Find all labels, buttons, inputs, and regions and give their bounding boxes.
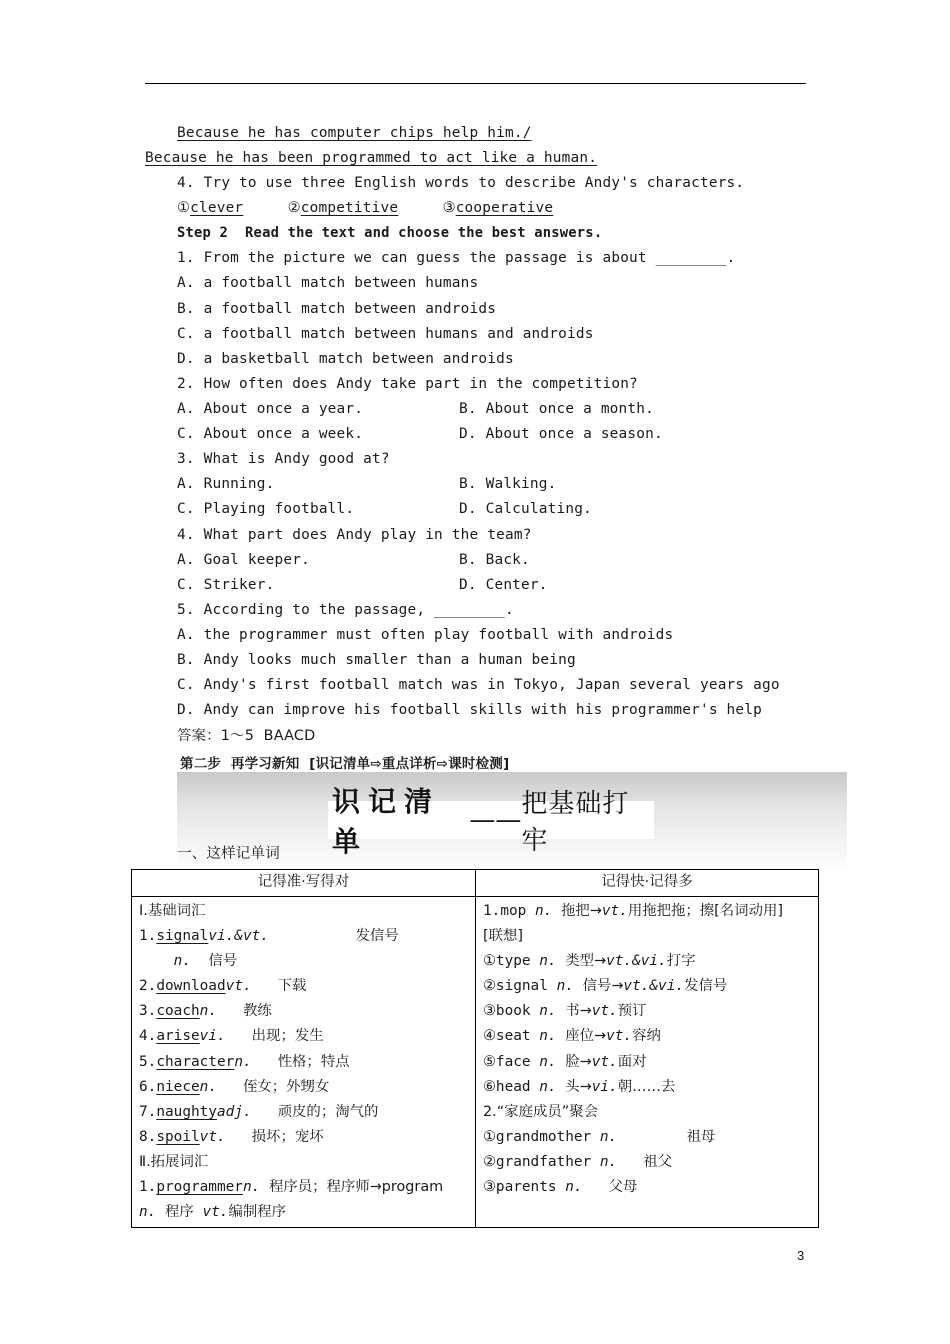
pos: n. bbox=[242, 1179, 261, 1196]
answer-line-2: Because he has been programmed to act like a human. bbox=[145, 150, 598, 166]
extended-vocab-heading: Ⅱ.拓展词汇 bbox=[139, 1153, 209, 1170]
definition: 容纳 bbox=[632, 1028, 661, 1045]
word: ②grandfather bbox=[483, 1153, 600, 1170]
definition: 损坏；宠坏 bbox=[251, 1128, 324, 1145]
num: 5. bbox=[139, 1053, 157, 1070]
num: 6. bbox=[139, 1078, 157, 1095]
pos: n. bbox=[599, 1153, 618, 1170]
book-line bbox=[483, 999, 818, 1024]
pos: n. bbox=[599, 1128, 618, 1145]
header-rule bbox=[145, 83, 806, 84]
table-header-left: 记得准·写得对 bbox=[132, 870, 476, 897]
pos: vi. bbox=[591, 1078, 618, 1095]
pos: n. bbox=[234, 1053, 252, 1070]
banner-title-box bbox=[328, 785, 654, 858]
pos: n. bbox=[565, 1179, 583, 1196]
definition: 信号 bbox=[208, 953, 238, 970]
definition: 类型→ bbox=[565, 953, 607, 970]
definition: 预订 bbox=[617, 1003, 647, 1020]
pos: n. bbox=[539, 1003, 557, 1020]
signal-line bbox=[483, 974, 818, 999]
num: 4. bbox=[139, 1028, 157, 1045]
vocab-row-programmer bbox=[139, 1175, 475, 1200]
question-4: 4. What part does Andy play in the team? bbox=[177, 527, 532, 543]
word: ④seat bbox=[483, 1028, 540, 1045]
pos: vt. bbox=[591, 1003, 618, 1020]
word-spoil: spoil bbox=[156, 1128, 200, 1145]
word-niece: niece bbox=[156, 1078, 200, 1095]
q1-option-b: B. a football match between androids bbox=[177, 301, 497, 317]
q4-option-c: C. Striker. bbox=[177, 577, 275, 593]
q1-option-d: D. a basketball match between androids bbox=[177, 351, 514, 367]
association-label: [联想] bbox=[483, 928, 524, 945]
type-line bbox=[483, 949, 818, 974]
characters-answer-line bbox=[177, 199, 553, 217]
word: 1.mop bbox=[483, 903, 535, 919]
num-3: ③ bbox=[442, 200, 456, 216]
table-cell-left bbox=[132, 897, 476, 1228]
num: 1. bbox=[139, 1179, 157, 1196]
q3-option-d: D. Calculating. bbox=[459, 501, 592, 517]
vocab-row-coach bbox=[139, 999, 475, 1024]
q5-option-b: B. Andy looks much smaller than a human being bbox=[177, 652, 576, 668]
definition: 面对 bbox=[617, 1053, 647, 1070]
question-2: 2. How often does Andy take part in the competition? bbox=[177, 376, 638, 392]
word-competitive: competitive bbox=[300, 200, 399, 216]
pos: vi.&vt. bbox=[208, 928, 269, 945]
head-line bbox=[483, 1075, 818, 1100]
table-cell-right bbox=[476, 897, 819, 1228]
num: 1. bbox=[139, 928, 157, 945]
definition: 父母 bbox=[608, 1179, 638, 1196]
q3-option-a: A. Running. bbox=[177, 476, 275, 492]
answer-key: 答案：1～5 BAACD bbox=[177, 728, 316, 744]
word-character: character bbox=[156, 1053, 235, 1070]
pos: vi. bbox=[199, 1028, 226, 1045]
definition: 头→ bbox=[565, 1078, 592, 1095]
pos: n. bbox=[139, 1204, 157, 1221]
q5-option-a: A. the programmer must often play football with androids bbox=[177, 627, 674, 643]
definition: 祖父 bbox=[643, 1153, 672, 1170]
pos: adj. bbox=[216, 1103, 252, 1120]
grandmother-line bbox=[483, 1125, 818, 1150]
question-3: 3. What is Andy good at? bbox=[177, 451, 390, 467]
definition: 程序 bbox=[165, 1204, 194, 1221]
word-naughty: naughty bbox=[156, 1103, 217, 1120]
q5-option-c: C. Andy's first football match was in Tokyo, Japan several years ago bbox=[177, 677, 780, 693]
section-nav: 第二步 再学习新知 [识记清单⇨重点详析⇨课时检测] bbox=[180, 756, 510, 772]
vocab-row-character bbox=[139, 1050, 475, 1075]
pos: n. bbox=[539, 1028, 557, 1045]
pos: n. bbox=[539, 1053, 557, 1070]
q1-option-c: C. a football match between humans and androids bbox=[177, 326, 594, 342]
pos: vt.&vi. bbox=[623, 978, 685, 995]
num: 2. bbox=[139, 978, 157, 995]
q1-option-a: A. a football match between humans bbox=[177, 275, 479, 291]
step2-heading: Step 2 Read the text and choose the best answers. bbox=[177, 225, 603, 241]
vocab-row-signal-noun bbox=[139, 949, 475, 974]
word: ①type bbox=[483, 953, 540, 970]
q4-option-b: B. Back. bbox=[459, 552, 530, 568]
parents-line bbox=[483, 1175, 818, 1200]
vocab-table bbox=[131, 869, 819, 1228]
definition: 发信号 bbox=[684, 978, 728, 995]
q2-option-a: A. About once a year. bbox=[177, 401, 364, 417]
pos: vt. bbox=[225, 978, 252, 995]
word-cooperative: cooperative bbox=[455, 200, 554, 216]
definition: 编制程序 bbox=[228, 1204, 287, 1221]
num: 8. bbox=[139, 1128, 157, 1145]
definition: 发信号 bbox=[355, 928, 399, 945]
pos: vt. bbox=[199, 1128, 226, 1145]
vocab-row-download bbox=[139, 974, 475, 999]
pos: n. bbox=[539, 953, 557, 970]
definition: 侄女；外甥女 bbox=[242, 1078, 330, 1095]
vocab-row-spoil bbox=[139, 1125, 475, 1150]
word-download: download bbox=[156, 978, 226, 995]
definition: 顽皮的；淘气的 bbox=[277, 1103, 379, 1120]
definition: 脸→ bbox=[565, 1053, 592, 1070]
q3-option-b: B. Walking. bbox=[459, 476, 557, 492]
table-header-right: 记得快·记得多 bbox=[476, 870, 819, 897]
pos: n. bbox=[534, 903, 553, 919]
pos: vt. bbox=[601, 903, 628, 919]
definition: 出现；发生 bbox=[251, 1028, 324, 1045]
face-line bbox=[483, 1050, 818, 1075]
word: ⑥head bbox=[483, 1078, 540, 1095]
question-4-characters: 4. Try to use three English words to describe Andy's characters. bbox=[177, 175, 745, 191]
word-coach: coach bbox=[156, 1003, 200, 1020]
mop-line bbox=[483, 899, 818, 924]
word: ②signal bbox=[483, 978, 557, 995]
vocab-row-signal bbox=[139, 924, 475, 949]
q5-option-d: D. Andy can improve his football skills with his programmer's help bbox=[177, 702, 763, 718]
q2-option-c: C. About once a week. bbox=[177, 426, 364, 442]
definition: 座位→ bbox=[565, 1028, 607, 1045]
word: ⑤face bbox=[483, 1053, 540, 1070]
question-5: 5. According to the passage, ________. bbox=[177, 602, 514, 618]
page-number: 3 bbox=[797, 1248, 805, 1263]
definition: 祖母 bbox=[686, 1128, 716, 1145]
pos: vt. bbox=[606, 1028, 633, 1045]
pos: n. bbox=[556, 978, 574, 995]
pos: vt.&vi. bbox=[606, 953, 667, 970]
banner-title-main: 识记清单 bbox=[332, 785, 441, 858]
num: 3. bbox=[139, 1003, 157, 1020]
pos: vt. bbox=[202, 1204, 229, 1221]
vocab-row-arise bbox=[139, 1024, 475, 1049]
pos: n. bbox=[173, 953, 191, 970]
pos: n. bbox=[199, 1078, 217, 1095]
definition: 朝……去 bbox=[617, 1078, 676, 1095]
pos: vt. bbox=[591, 1053, 618, 1070]
word: ①grandmother bbox=[483, 1128, 600, 1145]
definition: 信号→ bbox=[582, 978, 624, 995]
seat-line bbox=[483, 1024, 818, 1049]
q2-option-b: B. About once a month. bbox=[459, 401, 655, 417]
banner-dash: —— bbox=[469, 805, 522, 835]
definition: 用拖把拖；擦[名词动用] bbox=[627, 903, 783, 919]
word: ③book bbox=[483, 1003, 540, 1020]
num: 7. bbox=[139, 1103, 157, 1120]
definition: 教练 bbox=[242, 1003, 272, 1020]
word: ③parents bbox=[483, 1179, 566, 1196]
grandfather-line bbox=[483, 1150, 818, 1175]
word-arise: arise bbox=[156, 1028, 200, 1045]
definition: 程序员；程序师→program bbox=[268, 1179, 444, 1196]
pos: n. bbox=[539, 1078, 557, 1095]
family-members-heading: 2.“家庭成员”聚会 bbox=[483, 1103, 598, 1120]
num-2: ② bbox=[287, 200, 301, 216]
pos: n. bbox=[199, 1003, 217, 1020]
definition: 拖把→ bbox=[560, 903, 602, 919]
vocab-subheading: 一、这样记单词 bbox=[177, 846, 280, 862]
word-clever: clever bbox=[190, 200, 244, 216]
definition: 打字 bbox=[666, 953, 696, 970]
q4-option-d: D. Center. bbox=[459, 577, 548, 593]
definition: 下载 bbox=[277, 978, 307, 995]
banner-title-sub: 把基础打牢 bbox=[521, 789, 630, 856]
definition: 书→ bbox=[565, 1003, 592, 1020]
question-1: 1. From the picture we can guess the passage is about ________. bbox=[177, 250, 736, 266]
num-1: ① bbox=[177, 200, 191, 216]
vocab-row-niece bbox=[139, 1075, 475, 1100]
vocab-row-program bbox=[139, 1200, 475, 1225]
answer-line-1: Because he has computer chips help him./ bbox=[177, 125, 532, 141]
vocab-row-naughty bbox=[139, 1100, 475, 1125]
basic-vocab-heading: Ⅰ.基础词汇 bbox=[139, 903, 206, 919]
q2-option-d: D. About once a season. bbox=[459, 426, 663, 442]
definition: 性格；特点 bbox=[277, 1053, 350, 1070]
q4-option-a: A. Goal keeper. bbox=[177, 552, 310, 568]
q3-option-c: C. Playing football. bbox=[177, 501, 355, 517]
word-signal: signal bbox=[156, 928, 209, 945]
word-programmer: programmer bbox=[156, 1179, 243, 1196]
